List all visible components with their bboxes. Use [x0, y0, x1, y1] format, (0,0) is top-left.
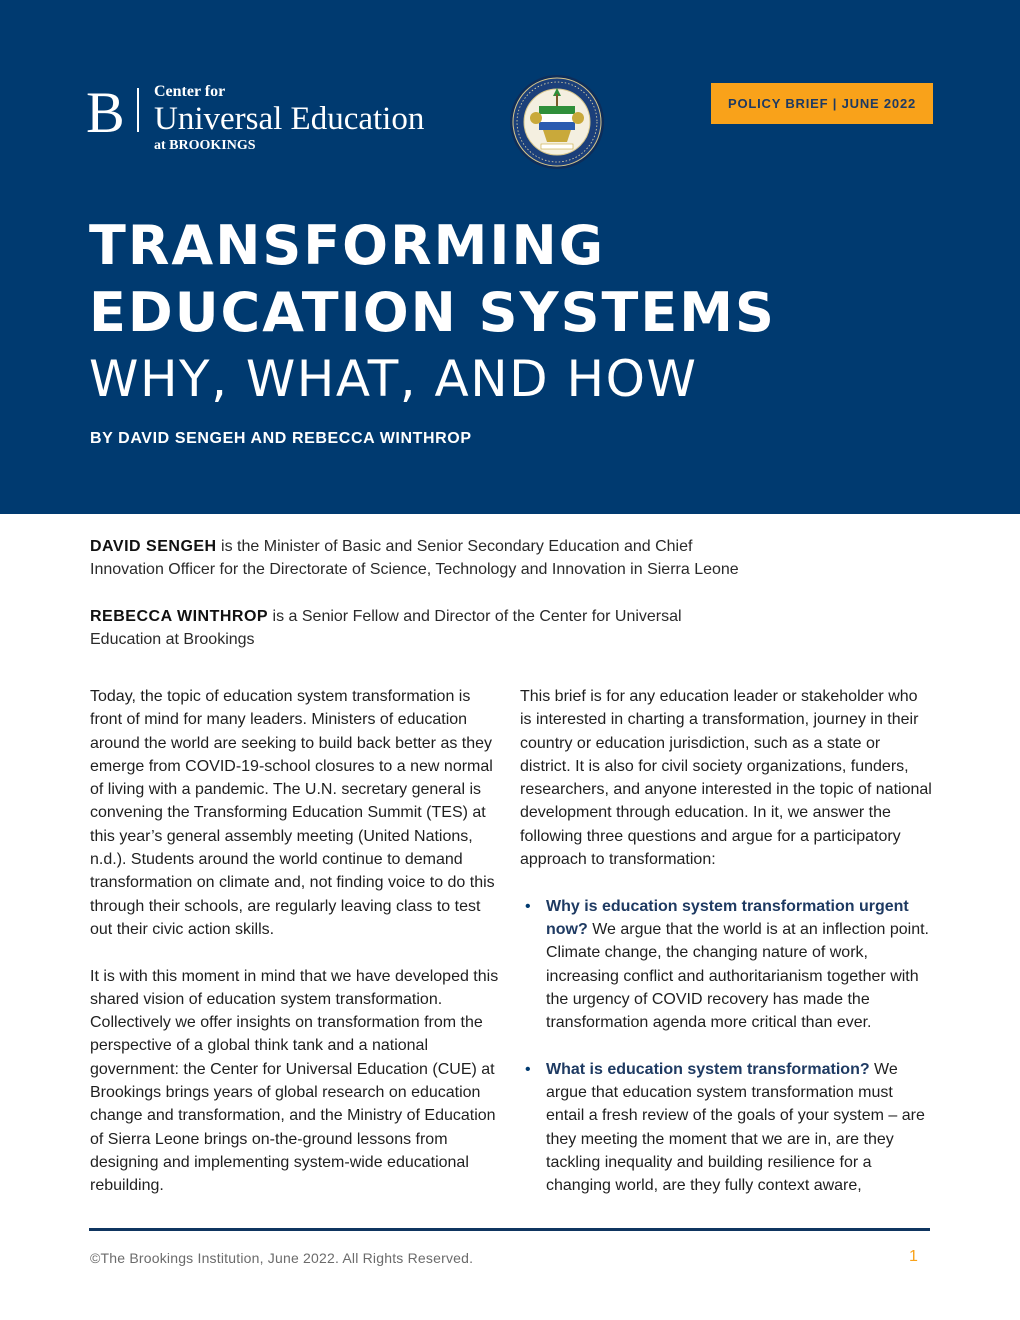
- footer-divider: [89, 1228, 930, 1231]
- author-bio-text: is the Minister of Basic and Senior Secondary Education and Chief Innovation Officer for the Directorate of Science, Technology and Innovation in Sierra Leone: [90, 538, 739, 578]
- answer-text: We argue that the world is at an inflection point. Climate change, the changing nature of work, increasing conflict and authoritarianism together with the urgency of COVID recovery has made the transformation agenda more critical than ever.: [546, 920, 929, 1032]
- title-line-1: TRANSFORMING: [89, 214, 606, 277]
- policy-brief-badge: POLICY BRIEF | JUNE 2022: [711, 83, 933, 124]
- logo-divider: [137, 88, 139, 132]
- logo-line-2: Universal Education: [154, 101, 425, 137]
- bullet-icon: •: [525, 1060, 531, 1078]
- bullet-icon: •: [525, 897, 531, 915]
- list-item: [520, 895, 932, 1035]
- body-paragraph: It is with this moment in mind that we have developed this shared vision of education system transformation. Collectively we offer insights on transformation from the perspective of a global think tank and a national government: the Center for Universal Education (CUE) at Brookings brings years of global research on education change and transformation, and the Ministry of Education of Sierra Leone brings on-the-ground lessons from designing and implementing system-wide educational rebuilding.: [90, 967, 499, 1195]
- page-subtitle: WHY, WHAT, AND HOW: [89, 350, 698, 408]
- page-title: [89, 212, 776, 346]
- author-name: REBECCA WINTHROP: [90, 608, 269, 625]
- author-name: DAVID SENGEH: [90, 538, 217, 555]
- copyright-notice: ©The Brookings Institution, June 2022. All Rights Reserved.: [90, 1250, 474, 1266]
- author-bio-winthrop: [90, 605, 690, 651]
- question-text: Why is education system transformation urgent now?: [546, 897, 909, 938]
- questions-list: [520, 895, 932, 1198]
- byline: BY DAVID SENGEH AND REBECCA WINTHROP: [90, 430, 472, 447]
- body-paragraph: Today, the topic of education system transformation is front of mind for many leaders. Ministers of education around the world are seeking to build back better as they emerge from COVID-19-school closures to a new normal of living with a pandemic. The U.N. secretary general is convening the Transforming Education Summit (TES) at this year’s general assembly meeting (United Nations, n.d.). Students around the world continue to demand transformation on climate and, not finding voice to do this through their schools, are regularly leaving class to test out their civic action skills.: [90, 688, 495, 938]
- title-line-2: EDUCATION SYSTEMS: [89, 281, 776, 344]
- sierra-leone-ministry-seal-icon: [509, 74, 605, 170]
- logo-line-1: Center for: [154, 83, 226, 100]
- answer-text: We argue that education system transformation must entail a fresh review of the goals of your system – are they meeting the moment that we are in, are they tackling inequality and building resilience for a changing world, are they fully context aware,: [546, 1060, 925, 1195]
- body-column-right: [520, 685, 932, 1221]
- body-paragraph: This brief is for any education leader or stakeholder who is interested in charting a transformation, journey in their country or education jurisdiction, such as a state or district. It is also for civil society organizations, funders, researchers, and anyone interested in the topic of national development through education. In it, we answer the following three questions and argue for a participatory approach to transformation:: [520, 688, 932, 869]
- page-number: 1: [909, 1248, 918, 1265]
- cue-logo: [154, 83, 424, 155]
- author-bio-text: is a Senior Fellow and Director of the Center for Universal Education at Brookings: [90, 608, 682, 648]
- list-item: [520, 1058, 932, 1198]
- logo-line-3: at BROOKINGS: [154, 138, 256, 153]
- hero-banner: [0, 0, 1020, 514]
- question-text: What is education system transformation?: [546, 1060, 870, 1078]
- brookings-logo-letter: B: [86, 80, 125, 145]
- author-bio-sengeh: [90, 535, 770, 581]
- body-column-left: [90, 685, 504, 1221]
